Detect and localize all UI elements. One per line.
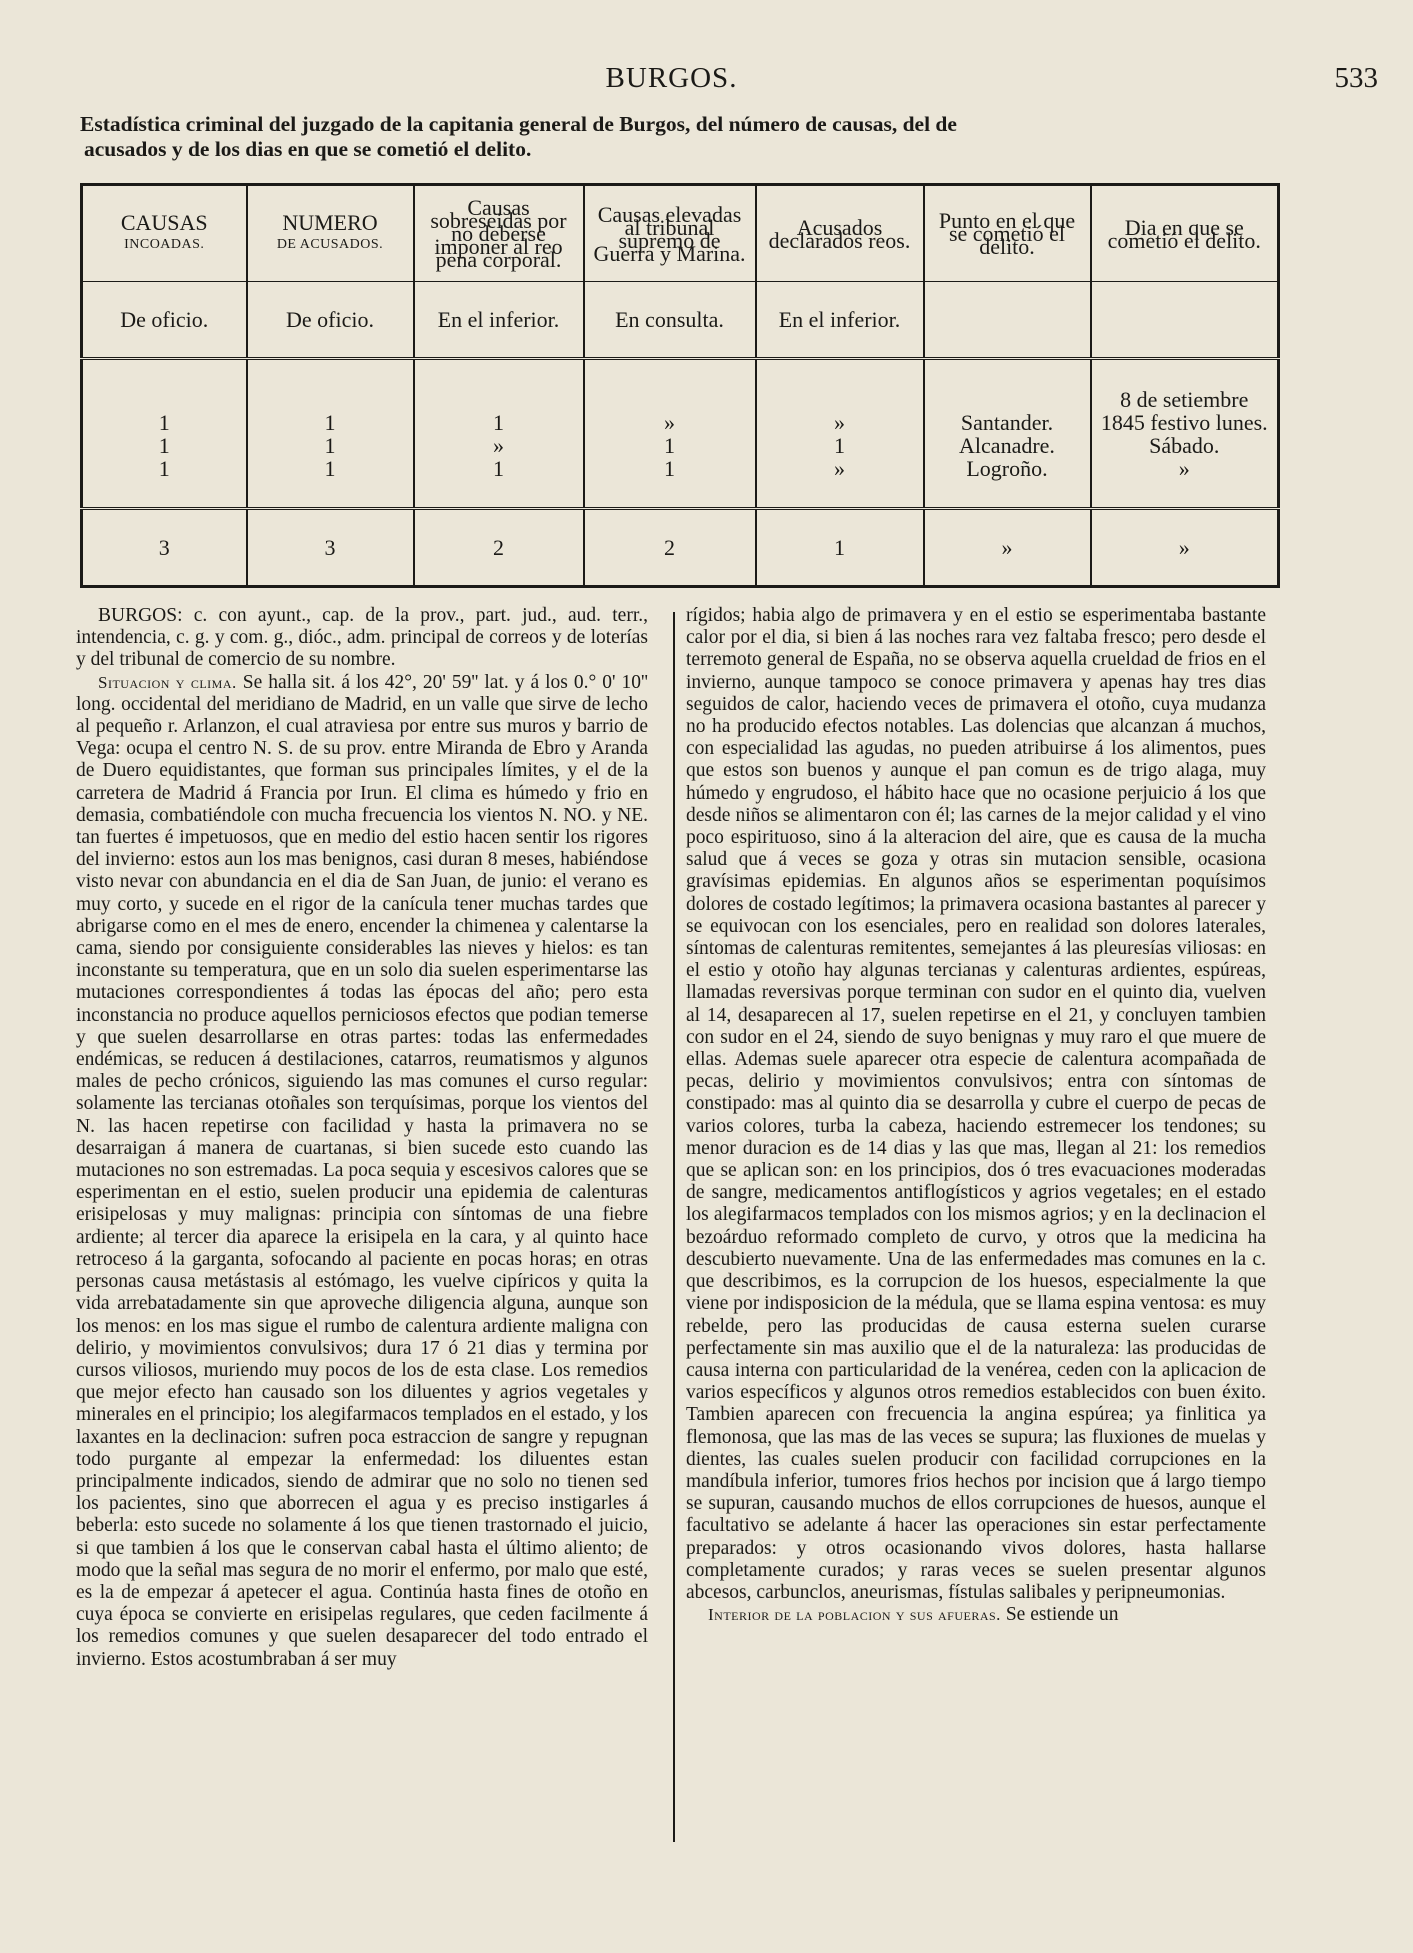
subheader-cell: En consulta. [584,282,756,359]
table-subheader-row [82,282,1279,359]
subheader-cell: De oficio. [82,282,247,359]
subheader-cell [1091,282,1279,359]
col-causas-values: 1 1 1 [82,359,247,509]
subheader-cell: En el inferior. [414,282,584,359]
table-totals-row [82,509,1279,587]
running-header [80,62,1378,98]
subheader-cell: En el inferior. [756,282,924,359]
header-numero-acusados: NUMERO DE ACUSADOS. [247,185,414,282]
paragraph-situacion: Situacion y clima. Se halla sit. á los 42°, 20' 59'' lat. y á los 0.° 0' 10'' long. occidental del meridiano de Madrid, en un valle que sirve de lecho al pequeño r. Arlanzon, el cual atraviesa por entre sus muros y barrio de Vega: ocupa el centro N. S. de su prov. entre Miranda de Ebro y Aranda de Duero equidistantes, que forman sus principales límites, y el de la carretera de Madrid á Francia por Irun. El clima es húmedo y frio en demasia, combatiéndole con mucha frecuencia los vientos N. NO. y NE. tan fuertes é impetuosos, que en medio del estio hacen sentir los rigores del invierno: estos aun los mas benignos, casi duran 8 meses, habiéndose visto nevar con abundancia en el dia de San Juan, de junio: el verano es muy corto, y sucede en el rigor de la canícula tener muchas tardes que abrigarse como en el mes de enero, encender la chimenea y calentarse la cama, siendo por consiguiente considerables las nieves y hielos: es tan inconstante su temperatura, que en un solo dia suelen esperimentarse las mutaciones correspondientes á todas las épocas del año; pero esta inconstancia no produce aquellos perniciosos efectos que podian temerse y que suelen desarrollarse en otras partes: todas las enfermedades endémicas, se reducen á destilaciones, catarros, reumatismos y algunos males de pecho crónicos, siguiendo las mas comunes el curso regular: solamente las tercianas otoñales son terquísimas, porque los vientos del N. las hacen repetirse con facilidad y hasta la primavera no se desarraigan á manera de cuartanas, si bien sucede esto cuando las mutaciones no son estremadas. La poca sequia y escesivos calores que se esperimentan en el estio, suelen producir una epidemia de calenturas erisipelosas y muy malignas: principia con síntomas de una fiebre ardiente; al tercer dia aparece la erisipela en la cara, y al quinto hace retroceso á la garganta, sofocando al paciente en pocas horas; en otras personas causa metástasis al estómago, les vuelve cipíricos y quita la vida arrebatadamente sin que aproveche diligencia alguna, aunque son los menos: en los mas sigue el rumbo de calentura ardiente maligna con delirio, y movimientos convulsivos; dura 17 ó 21 dias y termina por cursos viliosos, muriendo muy pocos de los de esta clase. Los remedios que mejor efecto han causado son los diluentes y agrios vegetales y minerales en el principio; los alegifarmacos templados en el estado, y los laxantes en la declinacion: sufren poca estraccion de sangre y repugnan todo purgante al empezar la enfermedad: los diluentes estan principalmente indicados, siendo de admirar que no solo no tienen sed los pacientes, sino que aborrecen el agua y es preciso instigarles á beberla: esto sucede no solamente á los que tienen trastornado el juicio, si que tambien á los que le conservan cabal hasta el último aliento; de modo que la señal mas segura de no morir el enfermo, por malo que esté, es la de empezar á apetecer el agua. Continúa hasta fines de otoño en cuya época se convierte en erisipelas regulares, que ceden facilmente á los remedios comunes y que suelen desaparecer del todo entrado el invierno. Estos acostumbraban á ser muy [76,671,649,1670]
col-elevadas-values: » 1 1 [584,359,756,509]
col-dia-values: 8 de setiembre 1845 festivo lunes. Sábado. » [1091,359,1279,509]
col-sobreseidas-values: 1 » 1 [414,359,584,509]
header-acusados-reos: Acusados declarados reos. [756,185,924,282]
left-text-column [76,605,648,1671]
table-body-row [82,359,1279,509]
running-head-title: BURGOS. [605,62,738,94]
total-cell: 3 [247,509,414,587]
header-punto-delito: Punto en el que se cometió el delito. [924,185,1091,282]
header-causas-sobreseidas: Causas sobreseidas por no deberse imponer al reo pena corporal. [414,185,584,282]
total-cell: 2 [414,509,584,587]
section-label-situacion: Situacion y clima. [98,672,237,692]
paragraph-intro: BURGOS: c. con ayunt., cap. de la prov., part. jud., aud. terr., intendencia, c. g. y com. g., dióc., adm. principal de correos y de loterías y del tribunal de comercio de su nombre. [76,605,648,671]
column-divider [673,612,675,1842]
header-causas-incoadas: CAUSAS INCOADAS. [82,185,247,282]
paragraph-interior: Interior de la poblacion y sus afueras. Se estiende un [708,1604,1119,1626]
col-acusados-values: 1 1 1 [247,359,414,509]
right-text-column [686,605,1266,1626]
col-punto-values: Santander. Alcanadre. Logroño. [924,359,1091,509]
total-cell: 1 [756,509,924,587]
paragraph-continued: rígidos; habia algo de primavera y en el estio se esperimentaba bastante calor por el dia, si bien á las noches rara vez faltaba fresco; pero desde el terremoto general de España, no se observa aquella crueldad de frios en el invierno, aunque tampoco se conoce primavera y apenas hay tres dias seguidos de calor, haciendo veces de primavera el otoño, cuya mudanza no ha producido efectos notables. Las dolencias que alcanzan á muchos, con especialidad las agudas, no pueden atribuirse á los alimentos, pues que estos son buenos y aunque el pan comun es de trigo alaga, muy húmedo y engrudoso, el hábito hace que no ocasione perjuicio á los que desde niños se alimentaron con él; las carnes de la mejor calidad y el vino poco espirituoso, sino á la alteracion del aire, que es causa de la mucha salud que á veces se goza y otras sin mutacion sensible, ocasiona gravísimas epidemias. En algunos años se esperimentan poquísimos dolores de costado legítimos; la primavera ocasiona bastantes al parecer y se equivocan con los esenciales, pero en realidad son dolores laterales, síntomas de calenturas remitentes, semejantes á las pleuresías viliosas: en el estio y otoño hay algunas tercianas y calenturas ardientes, espúreas, llamadas reversivas porque terminan con sudor en el quinto dia, vuelven al 14, desaparecen al 17, suelen repetirse en el 21, y concluyen tambien con sudor en el 24, siendo de suyo benignas y muy raro el que muere de ellas. Ademas suele aparecer otra especie de calentura acompañada de pecas, delirio y movimientos convulsivos; entra con síntomas de constipado: mas al quinto dia se desarrolla y cubre el cuerpo de pecas de varios colores, turba la cabeza, haciendo estremecer los tendones; su menor duracion es de 14 dias y las que mas, llegan al 21: los remedios que se aplican son: en los principios, dos ó tres evacuaciones moderadas de sangre, medicamentos antiflogísticos y agrios vegetales; en el estado los alegifarmacos templados con los mismos agrios; y en la declinacion el bezoárduo reformado completo de curvo, y otros que la medicina ha descubierto nuevamente. Una de las enfermedades mas comunes en la c. que describimos, es la corrupcion de los huesos, especialmente la que viene por indisposicion de la médula, que se llama espina ventosa: es muy rebelde, pero las producidas de causa esterna suelen curarse perfectamente sin mas auxilio que el de la naturaleza: las producidas de causa interna con particularidad de la venérea, ceden con la aplicacion de varios específicos y algunos otros remedios establecidos con buen éxito. Tambien aparecen con frecuencia la angina espúrea; ya finlitica ya flemonosa, que las mas de las veces se supura; las fluxiones de muelas y dientes, las cuales suelen producir con facilidad corrupciones en la mandíbula inferior, tumores frios hechos por incision que á largo tiempo se supuran, causando muchos de ellos corrupciones de huesos, aunque el facultativo se adelante á hacer las operaciones sin estar perfectamente preparados: y otros ocasionando vivos dolores, hasta hallarse completamente curados; y raras veces se suelen presentar algunos abcesos, carbunclos, aneurismas, fístulas salibales y peripneumonias. [686,605,1266,1603]
table-header-row [82,185,1279,282]
table-title-line-1: Estadística criminal del juzgado de la capitania general de Burgos, del número de causas, del de [80,112,957,136]
total-cell: 2 [584,509,756,587]
table-title [80,112,1280,162]
subheader-cell: De oficio. [247,282,414,359]
total-cell: » [924,509,1091,587]
total-cell: » [1091,509,1279,587]
total-cell: 3 [158,534,170,560]
page-number: 533 [1334,62,1378,94]
crime-statistics-table [80,183,1280,588]
col-reos-values: » 1 » [756,359,924,509]
table-title-line-2: acusados y de los dias en que se cometió el delito. [84,137,532,161]
header-dia-delito: Dia en que se cometió el delito. [1091,185,1279,282]
header-causas-elevadas: Causas elevadas al tribunal supremo de Guerra y Marina. [584,185,756,282]
subheader-cell [924,282,1091,359]
section-label-interior: Interior de la poblacion y sus afueras. [708,1605,1001,1625]
